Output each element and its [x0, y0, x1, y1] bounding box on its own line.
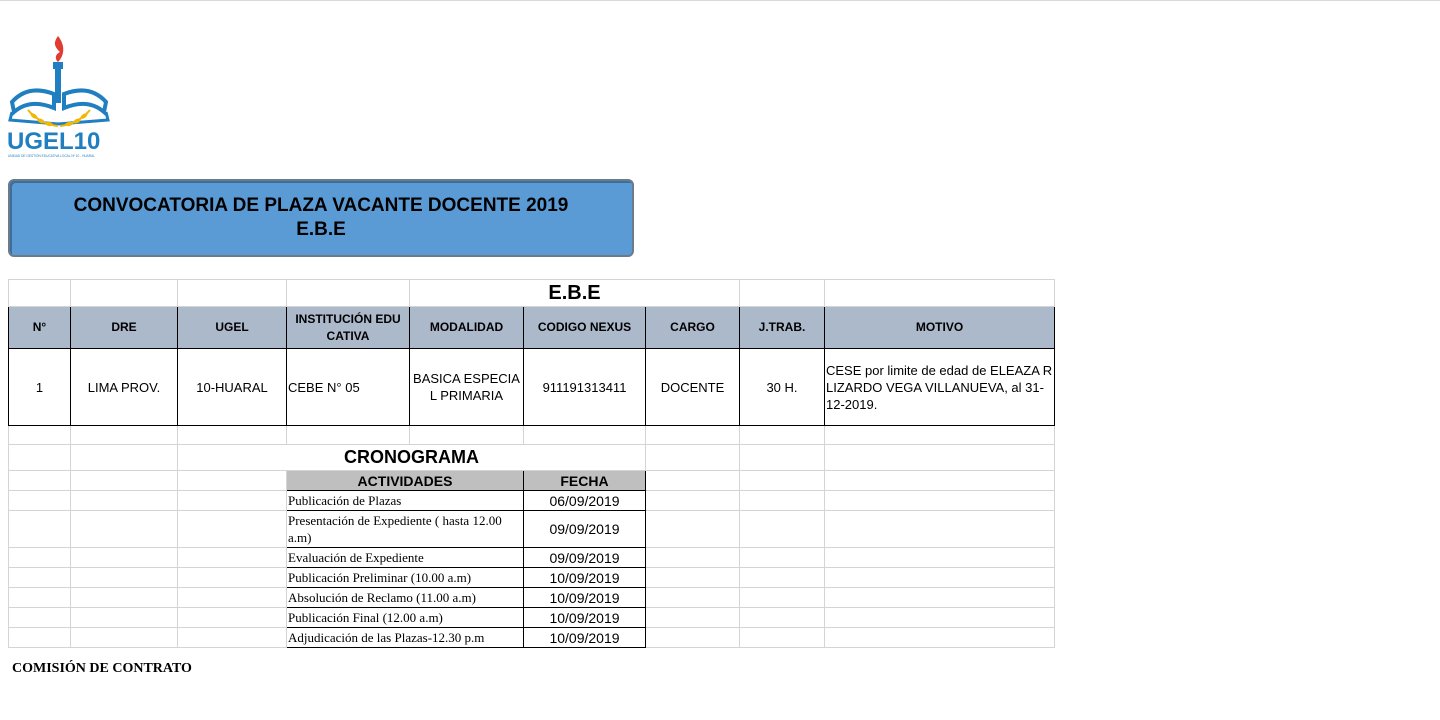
cell-numero: 1: [9, 349, 71, 426]
header-numero: N°: [9, 307, 71, 349]
cronograma-date: 10/09/2019: [524, 608, 646, 628]
cronograma-activity: Publicación Preliminar (10.00 a.m): [287, 568, 524, 588]
cronograma-activity: [287, 511, 524, 548]
footer-signature: COMISIÓN DE CONTRATO: [12, 661, 192, 676]
convocatoria-sheet: [8, 279, 1055, 648]
cronograma-row: [9, 628, 1055, 648]
cell-dre: LIMA PROV.: [71, 349, 178, 426]
header-cargo: CARGO: [646, 307, 740, 349]
cell-jornada: 30 H.: [740, 349, 825, 426]
vacancy-row: [9, 349, 1055, 426]
cronograma-date: 10/09/2019: [524, 628, 646, 648]
cronograma-title-row: [9, 445, 1055, 471]
cronograma-row: [9, 548, 1055, 568]
banner-title: CONVOCATORIA DE PLAZA VACANTE DOCENTE 2019: [73, 195, 569, 216]
cronograma-header-row: [9, 471, 1055, 491]
cronograma-row: [9, 511, 1055, 548]
cell-codigo-nexus: 911191313411: [524, 349, 646, 426]
header-ugel: UGEL: [178, 307, 287, 349]
header-jornada: J.TRAB.: [740, 307, 825, 349]
header-dre: DRE: [71, 307, 178, 349]
cell-modalidad: BASICA ESPECIA L PRIMARIA: [410, 349, 524, 426]
top-divider: [0, 0, 1440, 1]
cronograma-activity: Publicación Final (12.00 a.m): [287, 608, 524, 628]
cronograma-row: [9, 588, 1055, 608]
cell-cargo: DOCENTE: [646, 349, 740, 426]
cell-motivo: CESE por limite de edad de ELEAZA R LIZARDO VEGA VILLANUEVA, al 31-12-2019.: [825, 349, 1055, 426]
ugel10-logo: [6, 32, 112, 160]
cronograma-date: 06/09/2019: [524, 491, 646, 511]
section-title-row: [9, 280, 1055, 307]
cronograma-activity: Adjudicación de las Plazas-12.30 p.m: [287, 628, 524, 648]
cell-ugel: 10-HUARAL: [178, 349, 287, 426]
cronograma-date: 09/09/2019: [524, 511, 646, 548]
header-institucion: INSTITUCIÓN EDU CATIVA: [287, 307, 410, 349]
cronograma-row: [9, 568, 1055, 588]
logo-subtitle: UNIDAD DE GESTIÓN EDUCATIVA LOCAL Nº 10 - HUARAL: [8, 154, 96, 158]
cronograma-row: [9, 608, 1055, 628]
ugel10-logo-graphic: [6, 32, 112, 160]
cronograma-row: [9, 491, 1055, 511]
cronograma-date: 10/09/2019: [524, 568, 646, 588]
vacancy-header-row: [9, 307, 1055, 349]
section-title: E.B.E: [410, 280, 740, 307]
convocatoria-banner: [8, 179, 634, 257]
cronograma-header-actividades: ACTIVIDADES: [287, 471, 524, 491]
header-modalidad: MODALIDAD: [410, 307, 524, 349]
spacer-row: [9, 426, 1055, 445]
header-motivo: MOTIVO: [825, 307, 1055, 349]
cronograma-activity: Publicación de Plazas: [287, 491, 524, 511]
logo-text: UGEL10: [7, 128, 101, 155]
header-codigo-nexus: CODIGO NEXUS: [524, 307, 646, 349]
cronograma-date: 10/09/2019: [524, 588, 646, 608]
cronograma-title: CRONOGRAMA: [178, 445, 646, 471]
cronograma-date: 09/09/2019: [524, 548, 646, 568]
cronograma-activity-text: Presentación de Expediente ( hasta 12.00 a.m): [288, 513, 502, 545]
cell-institucion: CEBE N° 05: [287, 349, 410, 426]
cronograma-header-fecha: FECHA: [524, 471, 646, 491]
cronograma-activity: Absolución de Reclamo (11.00 a.m): [287, 588, 524, 608]
banner-subtitle: E.B.E: [296, 219, 346, 240]
cronograma-activity: Evaluación de Expediente: [287, 548, 524, 568]
